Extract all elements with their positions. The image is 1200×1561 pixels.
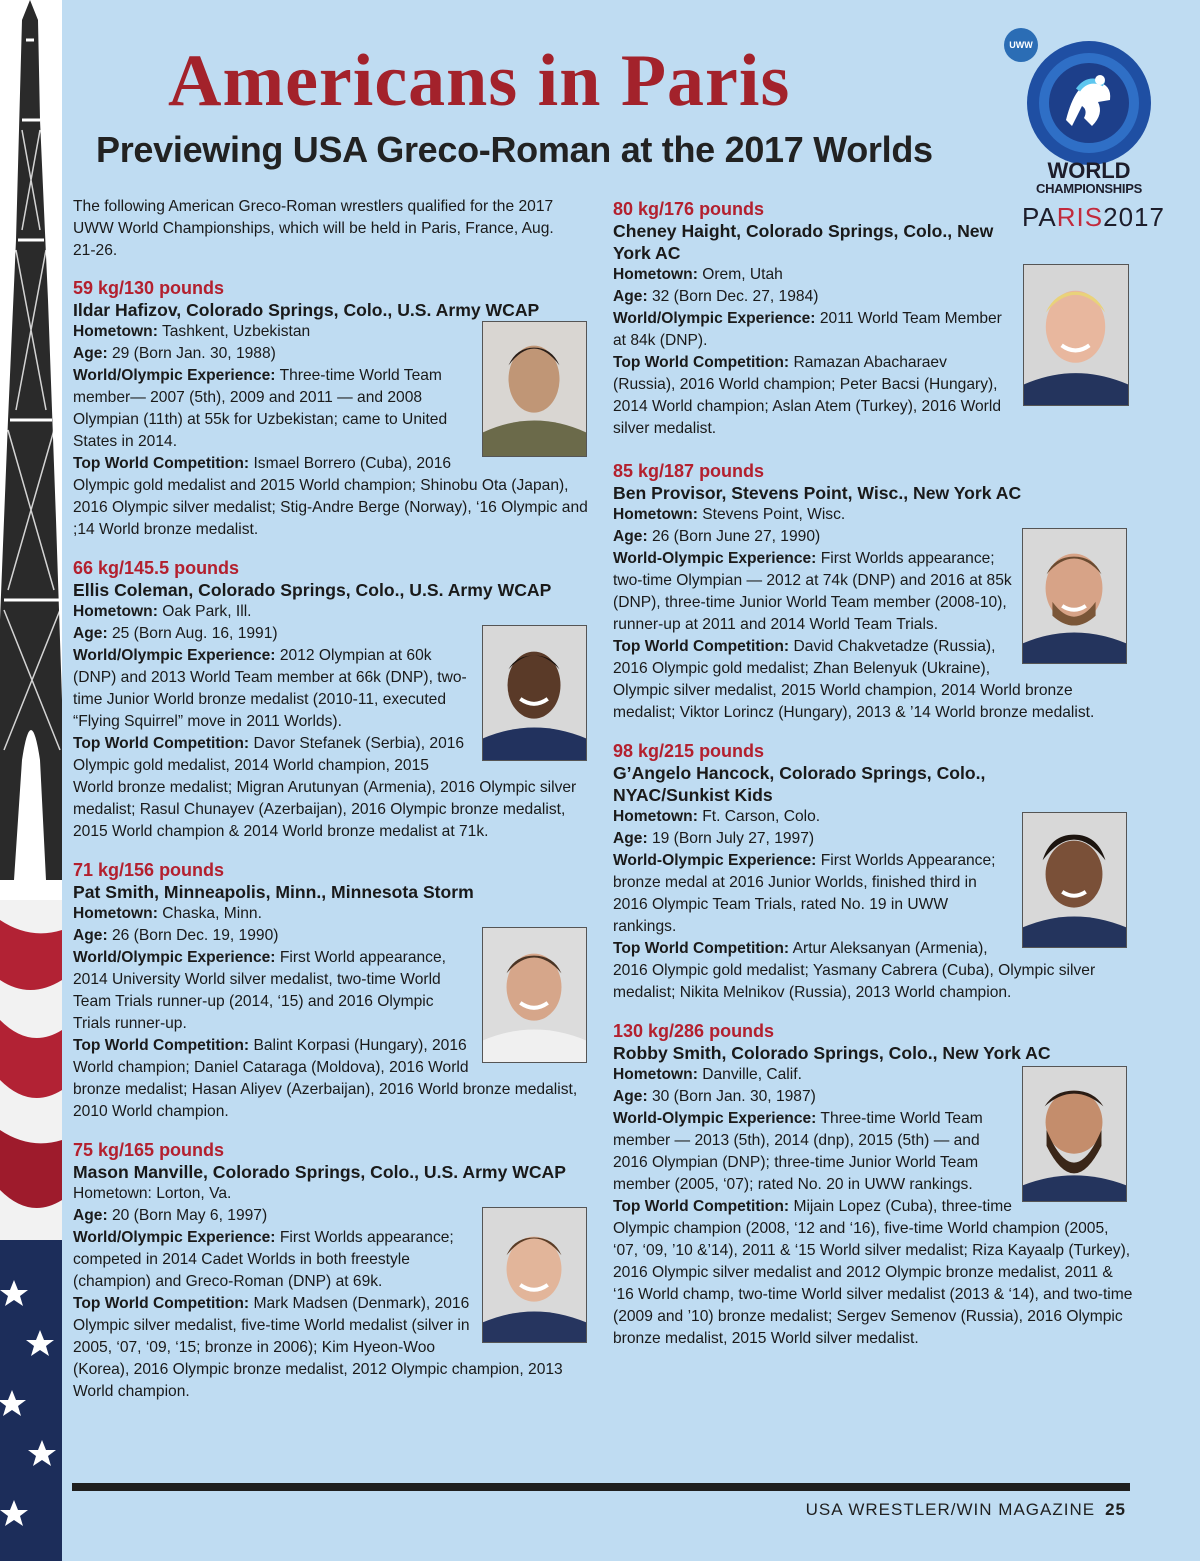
uww-badge: UWW <box>1004 28 1038 62</box>
wrestler-photo <box>482 625 587 761</box>
wrestler-photo <box>482 1207 587 1343</box>
experience-line: World/Olympic Experience: Three-time World Team member— 2007 (5th), 2009 and 2011 — and 2008 Olympian (11th) at 55k for Uzbekistan; came to United States in 2014. <box>73 367 448 450</box>
age-line: Age: 20 (Born May 6, 1997) <box>73 1207 268 1224</box>
experience-line: World-Olympic Experience: First Worlds appearance; two-time Olympian — 2012 at 74k (DNP) and 2016 at 85k (DNP), three-time Junior World Team member (2008-10), runner-up at 2011 and 2014 World Team Trials. <box>613 550 1012 633</box>
competition-line: Top World Competition: Artur Aleksanyan (Armenia), 2016 Olympic gold medalist; Yasmany Cabrera (Cuba), Olympic silver medalist; Nikita Melnikov (Russia), 2013 World champion. <box>613 940 1096 1001</box>
wrestler-entry-71kg <box>73 859 593 1123</box>
competition-line: Top World Competition: Ramazan Abacharaev (Russia), 2016 World champion; Peter Bacsi (Hungary), 2014 World champion; Aslan Atem (Turkey), 2016 World silver medalist. <box>613 354 1002 437</box>
wrestler-entry-130kg <box>613 1020 1133 1350</box>
wrestler-name: Ben Provisor, Stevens Point, Wisc., New York AC <box>613 483 1022 503</box>
hometown-line: Hometown: Oak Park, Ill. <box>73 603 252 620</box>
weight-class: 130 kg/286 pounds <box>613 1021 775 1041</box>
eiffel-tower-illustration <box>0 0 62 880</box>
magazine-name: USA WRESTLER/WIN MAGAZINE <box>805 1500 1096 1519</box>
competition-line: Top World Competition: Ismael Borrero (Cuba), 2016 Olympic gold medalist and 2015 World champion; Shinobu Ota (Japan), 2016 Olympic silver medalist; Stig-Andre Berge (Norway), ‘16 Olympic and ;14 World bronze medalist. <box>73 455 588 538</box>
wrestler-photo <box>1022 528 1127 664</box>
wrestler-entry-59kg <box>73 277 593 541</box>
wrestler-entry-66kg <box>73 557 593 843</box>
weight-class: 75 kg/165 pounds <box>73 1140 225 1160</box>
logo-paris-2017-text: PARIS2017 <box>1022 202 1165 232</box>
right-column <box>613 198 1133 1366</box>
page-title: Americans in Paris <box>168 40 791 122</box>
competition-line: Top World Competition: Mijain Lopez (Cuba), three-time Olympic champion (2008, ‘12 and ‘16), five-time World champion (2005, ‘07, ‘09, ’10 &’14), 2011 & ‘15 World silver medalist; Riza Kayaalp (Turkey), 2016 Olympic silver medalist and 2012 Olympic bronze medalist, 2011 & ‘16 World champ, two-time World silver medalist (2013 & ‘14), and two-time (2009 and ’10) bronze medalist; Sergev Semenov (Russia), 2016 Olympic bronze medalist, 2015 World silver medalist. <box>613 1198 1133 1347</box>
wrestler-name: Cheney Haight, Colorado Springs, Colo., New York AC <box>613 221 994 263</box>
hometown-line: Hometown: Lorton, Va. <box>73 1185 232 1202</box>
age-line: Age: 26 (Born June 27, 1990) <box>613 528 821 545</box>
page-number: 25 <box>1105 1500 1126 1519</box>
wrestler-photo <box>482 927 587 1063</box>
hometown-line: Hometown: Chaska, Minn. <box>73 905 262 922</box>
wrestler-photo <box>1023 264 1129 406</box>
wrestler-photo <box>1022 812 1127 948</box>
wrestler-name: G’Angelo Hancock, Colorado Springs, Colo., NYAC/Sunkist Kids <box>613 763 986 805</box>
experience-line: World/Olympic Experience: 2011 World Team Member at 84k (DNP). <box>613 310 1002 349</box>
experience-line: World-Olympic Experience: Three-time World Team member — 2013 (5th), 2014 (dnp), 2015 (5th) — and 2016 Olympian (DNP); three-time Junior World Team member (2005, ‘07); rated No. 20 in UWW rankings. <box>613 1110 983 1193</box>
page-subtitle: Previewing USA Greco-Roman at the 2017 Worlds <box>96 129 933 170</box>
wrestler-name: Robby Smith, Colorado Springs, Colo., New York AC <box>613 1043 1051 1063</box>
age-line: Age: 29 (Born Jan. 30, 1988) <box>73 345 276 362</box>
age-line: Age: 30 (Born Jan. 30, 1987) <box>613 1088 816 1105</box>
competition-line: Top World Competition: Balint Korpasi (Hungary), 2016 World champion; Daniel Cataraga (Moldova), 2016 World bronze medalist; Hasan Aliyev (Azerbaijan), 2016 World bronze medalist, 2010 World champion. <box>73 1037 578 1120</box>
competition-line: Top World Competition: Mark Madsen (Denmark), 2016 Olympic silver medalist, five-time World medalist (silver in 2005, ‘07, ‘09, ‘15; bronze in 2006); Kim Hyeon-Woo (Korea), 2016 Olympic bronze medalist, 2012 Olympic champion, 2013 World champion. <box>73 1295 563 1400</box>
age-line: Age: 19 (Born July 27, 1997) <box>613 830 815 847</box>
experience-line: World/Olympic Experience: First Worlds appearance; competed in 2014 Cadet Worlds in both freestyle (champion) and Greco-Roman (DNP) at 69k. <box>73 1229 454 1290</box>
weight-class: 80 kg/176 pounds <box>613 199 765 219</box>
experience-line: World/Olympic Experience: First World appearance, 2014 University World silver medalist, two-time World Team Trials runner-up (2014, ‘15) and 2016 Olympic Trials runner-up. <box>73 949 446 1032</box>
wrestler-name: Mason Manville, Colorado Springs, Colo., U.S. Army WCAP <box>73 1162 567 1182</box>
weight-class: 85 kg/187 pounds <box>613 461 765 481</box>
competition-line: Top World Competition: Davor Stefanek (Serbia), 2016 Olympic gold medalist, 2014 World champion, 2015 World bronze medalist; Migran Arutunyan (Armenia), 2016 Olympic silver medalist; Rasul Chunayev (Azerbaijan), 2016 Olympic bronze medalist, 2015 World champion & 2014 World bronze medalist at 71k. <box>73 735 577 840</box>
experience-line: World/Olympic Experience: 2012 Olympian at 60k (DNP) and 2013 World Team member at 66k (DNP), two-time Junior World bronze medalist (2010-11, executed “Flying Squirrel” move in 2011 Worlds). <box>73 647 467 730</box>
wrestler-name: Ellis Coleman, Colorado Springs, Colo., U.S. Army WCAP <box>73 580 552 600</box>
wrestler-photo <box>1022 1066 1127 1202</box>
hometown-line: Hometown: Ft. Carson, Colo. <box>613 808 821 825</box>
competition-line: Top World Competition: David Chakvetadze (Russia), 2016 Olympic gold medalist; Zhan Belenyuk (Ukraine), Olympic silver medalist, 2015 World champion, 2014 World bronze medalist; Viktor Lorincz (Hungary), 2013 & ’14 World bronze medalist. <box>613 638 1095 721</box>
age-line: Age: 25 (Born Aug. 16, 1991) <box>73 625 278 642</box>
weight-class: 71 kg/156 pounds <box>73 860 225 880</box>
logo-world-text: WORLD <box>1047 158 1131 183</box>
wrestler-entry-75kg <box>73 1139 593 1403</box>
left-column <box>73 196 593 1419</box>
experience-line: World-Olympic Experience: First Worlds Appearance; bronze medal at 2016 Junior Worlds, finished third in 2016 Olympic Team Trials, rated No. 19 in UWW rankings. <box>613 852 996 935</box>
logo-championships-text: CHAMPIONSHIPS <box>1036 181 1142 196</box>
wrestler-entry-98kg <box>613 740 1133 1004</box>
hometown-line: Hometown: Orem, Utah <box>613 266 783 283</box>
page-footer <box>720 1500 1126 1520</box>
weight-class: 66 kg/145.5 pounds <box>73 558 240 578</box>
wrestler-photo <box>482 321 587 457</box>
hometown-line: Hometown: Stevens Point, Wisc. <box>613 506 846 523</box>
hometown-line: Hometown: Tashkent, Uzbekistan <box>73 323 311 340</box>
wrestler-entry-85kg <box>613 460 1133 724</box>
age-line: Age: 32 (Born Dec. 27, 1984) <box>613 288 819 305</box>
footer-rule <box>72 1483 1130 1491</box>
wrestler-name: Pat Smith, Minneapolis, Minn., Minnesota Storm <box>73 882 474 902</box>
wrestlers-emblem-icon <box>1026 40 1152 166</box>
hometown-line: Hometown: Danville, Calif. <box>613 1066 802 1083</box>
weight-class: 98 kg/215 pounds <box>613 741 765 761</box>
wrestler-entry-80kg <box>613 198 1003 440</box>
age-line: Age: 26 (Born Dec. 19, 1990) <box>73 927 279 944</box>
weight-class: 59 kg/130 pounds <box>73 278 225 298</box>
left-decorative-strip <box>0 0 62 1561</box>
wrestler-name: Ildar Hafizov, Colorado Springs, Colo., U.S. Army WCAP <box>73 300 540 320</box>
american-flag-illustration <box>0 900 62 1561</box>
intro-paragraph: The following American Greco-Roman wrestlers qualified for the 2017 UWW World Championships, which will be held in Paris, France, Aug. 21-26. <box>73 198 554 259</box>
